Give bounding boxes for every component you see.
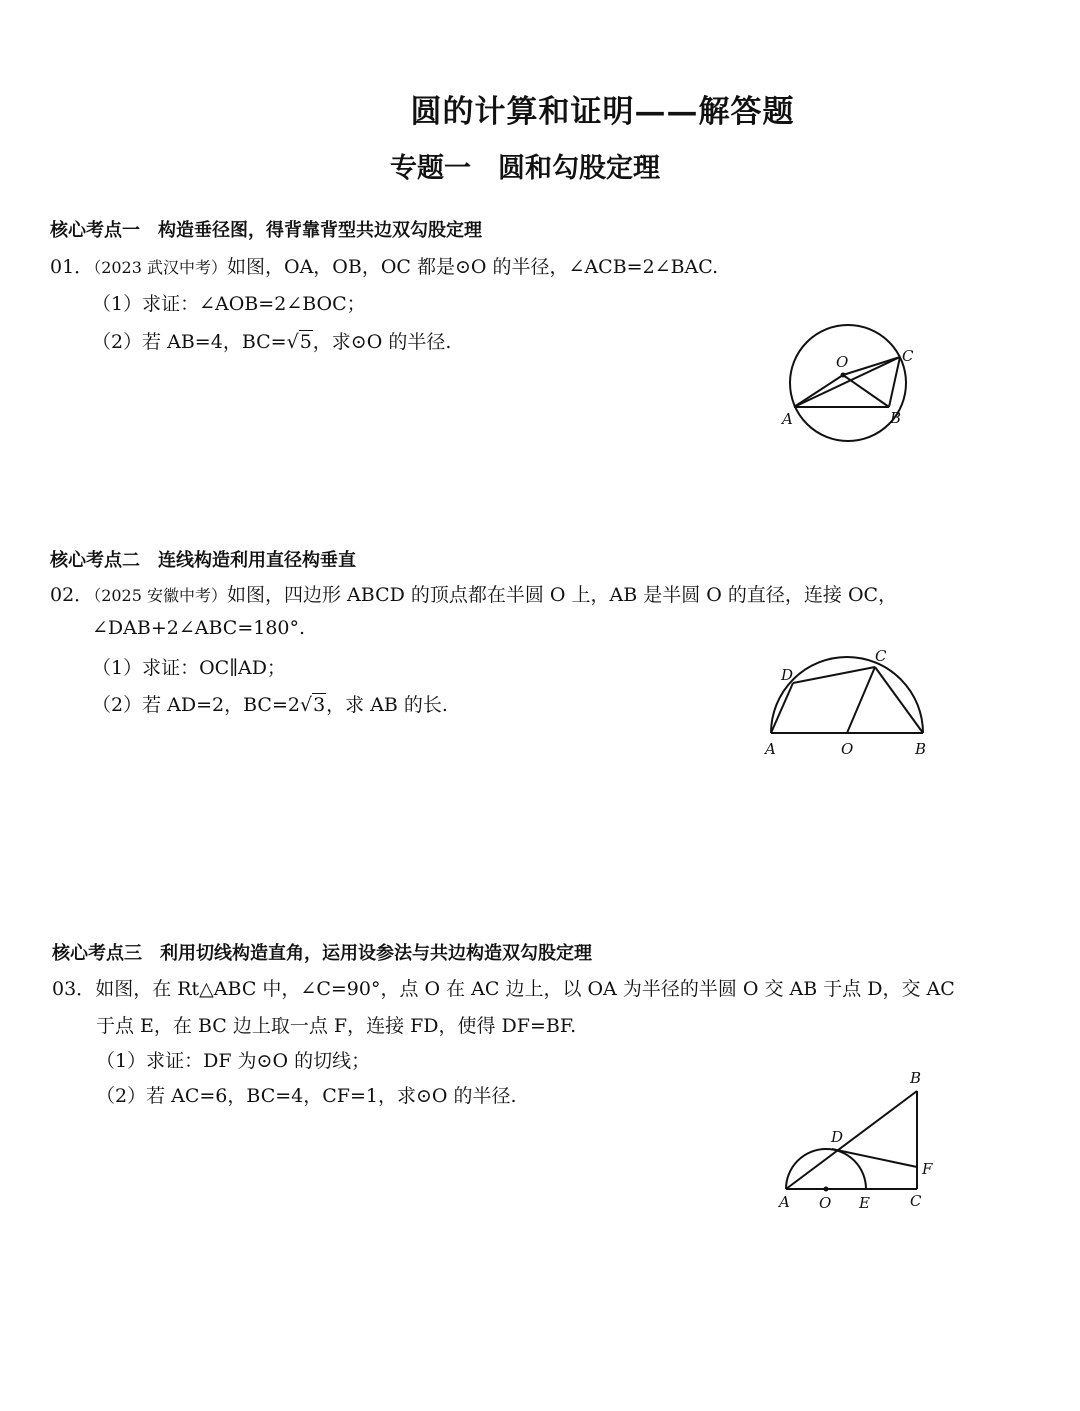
problem-source: （2023 武汉中考）: [93, 258, 227, 277]
problem-text: 如图，四边形 ABCD 的顶点都在半圆 O 上，AB 是半圆 O 的直径，连接 OC，: [227, 584, 898, 606]
figure-2-semicircle: [755, 640, 940, 765]
problem-source: （2025 安徽中考）: [93, 586, 227, 605]
problem-2-part-1: （1）求证：OC∥AD；: [92, 657, 286, 679]
label-d: D: [781, 666, 794, 684]
semicircle-o: [786, 1149, 866, 1189]
problem-number: 02．: [50, 584, 94, 606]
sqrt-expression: 2√3: [287, 694, 326, 716]
problem-2-stem-cont: ∠DAB+2∠ABC=180°.: [92, 617, 306, 639]
label-c: C: [910, 1192, 922, 1210]
label-f: F: [922, 1160, 933, 1178]
segment-bc: [889, 357, 900, 407]
topic-heading-1: 核心考点一 构造垂径图，得背靠背型共边双勾股定理: [50, 220, 482, 241]
problem-number: 01．: [50, 256, 94, 278]
problem-2-stem: [50, 580, 897, 607]
problem-3-stem-cont: 于点 E，在 BC 边上取一点 F，连接 FD，使得 DF=BF.: [96, 1015, 577, 1037]
problem-2-part-2: [92, 690, 448, 717]
label-a: A: [765, 740, 776, 758]
sqrt-expression: √5: [286, 331, 312, 353]
label-a: A: [782, 410, 793, 428]
radicand: 3: [313, 694, 326, 716]
problem-text: 如图，OA，OB，OC 都是⊙O 的半径，∠ACB=2∠BAC.: [227, 256, 719, 278]
label-e: E: [859, 1194, 870, 1212]
label-o: O: [841, 740, 854, 758]
problem-1-part-1: （1）求证：∠AOB=2∠BOC；: [92, 293, 366, 315]
semicircle-o: [771, 657, 923, 733]
part-text-end: ，求 AB 的长.: [326, 694, 448, 716]
problem-3-stem: [52, 974, 955, 1001]
segment-ab: [786, 1091, 917, 1189]
label-c: C: [875, 647, 887, 665]
segment-df: [832, 1149, 917, 1167]
sqrt-coefficient: 2: [287, 694, 300, 716]
problem-1-part-2: [92, 327, 451, 354]
part-text-end: ，求⊙O 的半径.: [312, 331, 452, 353]
problem-text: 如图，在 Rt△ABC 中，∠C=90°，点 O 在 AC 边上，以 OA 为半径的半圆 O 交 AB 于点 D，交 AC: [95, 978, 955, 1000]
problem-number: 03．: [52, 978, 96, 1000]
radicand: 5: [299, 331, 312, 353]
problem-3-part-1: （1）求证：DF 为⊙O 的切线；: [96, 1050, 371, 1072]
part-text: （2）若 AB=4，BC=: [92, 331, 287, 353]
label-b: B: [910, 1069, 922, 1087]
figure-3-triangle: [770, 1063, 945, 1213]
circle-o: [790, 325, 906, 441]
label-b: B: [890, 409, 902, 427]
label-b: B: [915, 740, 927, 758]
page-title: 圆的计算和证明——解答题: [410, 94, 795, 130]
page-subtitle: 专题一 圆和勾股定理: [390, 153, 660, 184]
label-c: C: [902, 347, 914, 365]
segment-oc: [847, 667, 875, 733]
part-text: （2）若 AD=2，BC=: [92, 694, 288, 716]
label-o: O: [836, 353, 849, 371]
figure-1-circle: [770, 320, 930, 445]
problem-3-part-2: （2）若 AC=6，BC=4，CF=1，求⊙O 的半径.: [96, 1085, 517, 1107]
label-a: A: [779, 1193, 790, 1211]
problem-1-stem: [50, 252, 718, 279]
center-point: [824, 1187, 829, 1192]
label-o: O: [819, 1194, 832, 1212]
label-d: D: [831, 1128, 844, 1146]
segment-oc: [843, 357, 900, 375]
topic-heading-3: 核心考点三 利用切线构造直角，运用设参法与共边构造双勾股定理: [52, 943, 592, 964]
center-point: [841, 373, 846, 378]
segment-ob: [843, 375, 889, 407]
topic-heading-2: 核心考点二 连线构造利用直径构垂直: [50, 550, 356, 571]
segment-oa: [794, 375, 843, 407]
